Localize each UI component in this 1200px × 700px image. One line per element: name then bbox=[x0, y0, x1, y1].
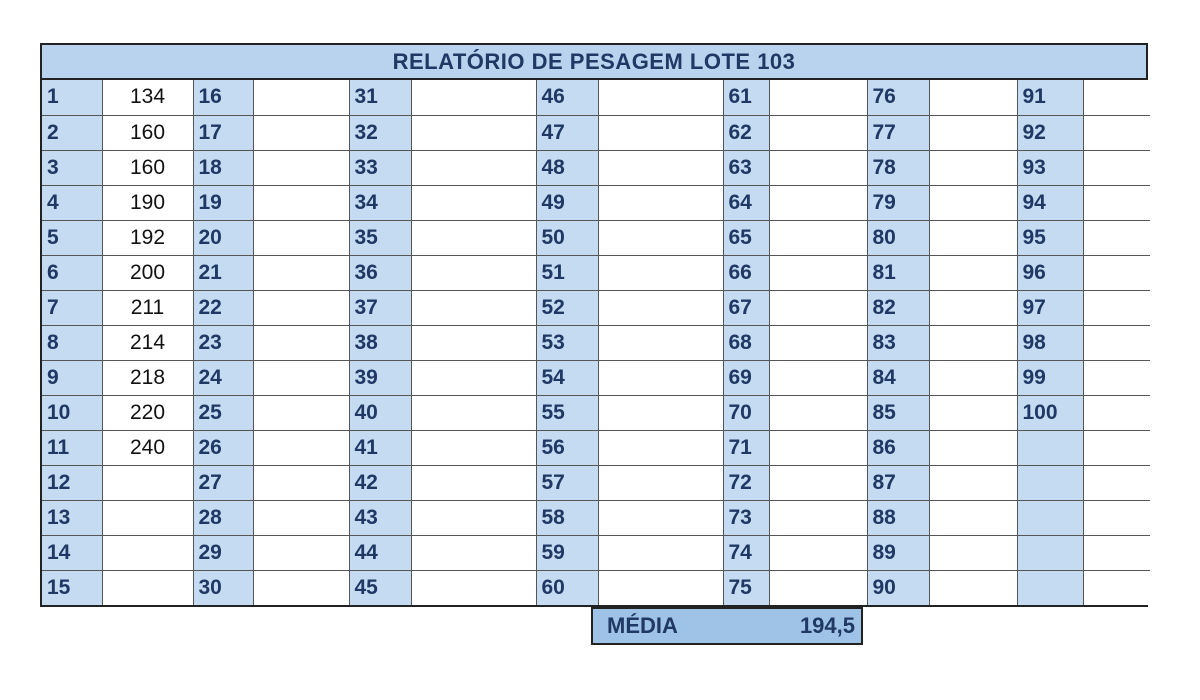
animal-number-cell[interactable]: 49 bbox=[536, 185, 598, 220]
weight-cell[interactable] bbox=[1083, 395, 1150, 430]
weight-cell[interactable] bbox=[598, 535, 723, 570]
weight-cell[interactable] bbox=[929, 150, 1017, 185]
weight-cell[interactable] bbox=[598, 570, 723, 605]
animal-number-cell[interactable]: 24 bbox=[193, 360, 253, 395]
animal-number-cell[interactable]: 79 bbox=[867, 185, 929, 220]
weight-cell[interactable] bbox=[253, 150, 349, 185]
table-row bbox=[42, 220, 1150, 255]
weight-cell[interactable]: 160 bbox=[102, 115, 193, 150]
table-row bbox=[42, 465, 1150, 500]
weight-cell[interactable] bbox=[102, 500, 193, 535]
animal-number-cell[interactable]: 52 bbox=[536, 290, 598, 325]
animal-number-cell[interactable]: 38 bbox=[349, 325, 411, 360]
weight-cell[interactable] bbox=[769, 360, 867, 395]
weight-cell[interactable] bbox=[1083, 535, 1150, 570]
weight-cell[interactable] bbox=[769, 115, 867, 150]
table-row bbox=[42, 325, 1150, 360]
animal-number-cell[interactable]: 56 bbox=[536, 430, 598, 465]
weight-cell[interactable] bbox=[411, 465, 536, 500]
weight-cell[interactable] bbox=[598, 150, 723, 185]
animal-number-cell[interactable]: 3 bbox=[42, 150, 102, 185]
weight-cell[interactable] bbox=[769, 430, 867, 465]
animal-number-cell[interactable]: 75 bbox=[723, 570, 769, 605]
animal-number-cell[interactable]: 20 bbox=[193, 220, 253, 255]
animal-number-cell[interactable]: 96 bbox=[1017, 255, 1083, 290]
animal-number-cell[interactable]: 43 bbox=[349, 500, 411, 535]
animal-number-cell[interactable]: 59 bbox=[536, 535, 598, 570]
weight-cell[interactable] bbox=[411, 570, 536, 605]
animal-number-cell[interactable]: 83 bbox=[867, 325, 929, 360]
weight-cell[interactable] bbox=[253, 325, 349, 360]
animal-number-cell[interactable]: 74 bbox=[723, 535, 769, 570]
animal-number-cell[interactable]: 50 bbox=[536, 220, 598, 255]
weight-cell[interactable] bbox=[411, 395, 536, 430]
weight-cell[interactable] bbox=[598, 80, 723, 115]
weight-cell[interactable] bbox=[769, 500, 867, 535]
animal-number-cell[interactable]: 57 bbox=[536, 465, 598, 500]
weight-cell[interactable] bbox=[929, 430, 1017, 465]
weight-cell[interactable] bbox=[929, 325, 1017, 360]
weight-cell[interactable] bbox=[598, 255, 723, 290]
animal-number-cell[interactable]: 55 bbox=[536, 395, 598, 430]
animal-number-cell[interactable]: 51 bbox=[536, 255, 598, 290]
weight-cell[interactable] bbox=[929, 500, 1017, 535]
animal-number-cell[interactable]: 5 bbox=[42, 220, 102, 255]
weight-cell[interactable] bbox=[929, 465, 1017, 500]
weight-cell[interactable] bbox=[411, 500, 536, 535]
table-row bbox=[42, 80, 1150, 115]
animal-number-cell[interactable]: 23 bbox=[193, 325, 253, 360]
weight-cell[interactable] bbox=[929, 535, 1017, 570]
animal-number-cell[interactable]: 28 bbox=[193, 500, 253, 535]
table-row bbox=[42, 115, 1150, 150]
animal-number-cell[interactable]: 12 bbox=[42, 465, 102, 500]
weight-cell[interactable] bbox=[1083, 255, 1150, 290]
animal-number-cell[interactable]: 53 bbox=[536, 325, 598, 360]
weight-cell[interactable] bbox=[411, 185, 536, 220]
animal-number-cell[interactable]: 47 bbox=[536, 115, 598, 150]
weight-cell[interactable] bbox=[253, 465, 349, 500]
animal-number-cell[interactable]: 90 bbox=[867, 570, 929, 605]
weight-cell[interactable] bbox=[929, 255, 1017, 290]
animal-number-cell[interactable]: 34 bbox=[349, 185, 411, 220]
weight-cell[interactable] bbox=[929, 395, 1017, 430]
weight-cell[interactable] bbox=[769, 220, 867, 255]
animal-number-cell[interactable]: 78 bbox=[867, 150, 929, 185]
animal-number-cell[interactable]: 13 bbox=[42, 500, 102, 535]
animal-number-cell[interactable]: 99 bbox=[1017, 360, 1083, 395]
weight-cell[interactable] bbox=[598, 395, 723, 430]
animal-number-cell[interactable]: 31 bbox=[349, 80, 411, 115]
average-label: MÉDIA bbox=[607, 613, 678, 638]
animal-number-cell[interactable]: 89 bbox=[867, 535, 929, 570]
weight-cell[interactable] bbox=[1083, 115, 1150, 150]
weight-cell[interactable] bbox=[1083, 465, 1150, 500]
animal-number-cell[interactable]: 26 bbox=[193, 430, 253, 465]
weight-cell[interactable] bbox=[1083, 290, 1150, 325]
table-row bbox=[42, 360, 1150, 395]
weight-cell[interactable] bbox=[253, 220, 349, 255]
weight-cell[interactable] bbox=[1083, 185, 1150, 220]
animal-number-cell[interactable]: 45 bbox=[349, 570, 411, 605]
weight-cell[interactable] bbox=[598, 500, 723, 535]
animal-number-cell[interactable]: 18 bbox=[193, 150, 253, 185]
animal-number-cell[interactable]: 8 bbox=[42, 325, 102, 360]
animal-number-cell[interactable]: 80 bbox=[867, 220, 929, 255]
animal-number-cell[interactable]: 85 bbox=[867, 395, 929, 430]
weight-cell[interactable] bbox=[1083, 360, 1150, 395]
weight-cell[interactable] bbox=[253, 570, 349, 605]
weight-cell[interactable] bbox=[411, 325, 536, 360]
animal-number-cell[interactable]: 27 bbox=[193, 465, 253, 500]
weight-cell[interactable] bbox=[411, 430, 536, 465]
animal-number-cell[interactable]: 48 bbox=[536, 150, 598, 185]
report-title: RELATÓRIO DE PESAGEM LOTE 103 bbox=[42, 45, 1146, 80]
weight-cell[interactable] bbox=[253, 535, 349, 570]
animal-number-cell[interactable]: 36 bbox=[349, 255, 411, 290]
table-row bbox=[42, 290, 1150, 325]
animal-number-cell[interactable]: 14 bbox=[42, 535, 102, 570]
weight-cell[interactable]: 211 bbox=[102, 290, 193, 325]
animal-number-cell[interactable]: 29 bbox=[193, 535, 253, 570]
weight-cell[interactable] bbox=[769, 150, 867, 185]
animal-number-cell[interactable]: 1 bbox=[42, 80, 102, 115]
animal-number-cell[interactable]: 32 bbox=[349, 115, 411, 150]
animal-number-cell[interactable]: 41 bbox=[349, 430, 411, 465]
animal-number-cell[interactable]: 25 bbox=[193, 395, 253, 430]
weight-cell[interactable] bbox=[598, 220, 723, 255]
animal-number-cell[interactable]: 9 bbox=[42, 360, 102, 395]
weight-cell[interactable] bbox=[929, 290, 1017, 325]
animal-number-cell[interactable]: 71 bbox=[723, 430, 769, 465]
animal-number-cell[interactable]: 7 bbox=[42, 290, 102, 325]
animal-number-cell[interactable]: 77 bbox=[867, 115, 929, 150]
animal-number-cell[interactable] bbox=[1017, 465, 1083, 500]
weight-cell[interactable] bbox=[253, 430, 349, 465]
animal-number-cell[interactable]: 58 bbox=[536, 500, 598, 535]
weight-cell[interactable] bbox=[598, 290, 723, 325]
weight-cell[interactable] bbox=[411, 80, 536, 115]
weight-cell[interactable]: 192 bbox=[102, 220, 193, 255]
animal-number-cell[interactable]: 69 bbox=[723, 360, 769, 395]
weight-cell[interactable]: 160 bbox=[102, 150, 193, 185]
weight-cell[interactable] bbox=[929, 185, 1017, 220]
weight-cell[interactable] bbox=[598, 430, 723, 465]
weight-cell[interactable] bbox=[102, 535, 193, 570]
weight-cell[interactable] bbox=[411, 535, 536, 570]
weight-cell[interactable]: 200 bbox=[102, 255, 193, 290]
animal-number-cell[interactable]: 88 bbox=[867, 500, 929, 535]
animal-number-cell[interactable]: 17 bbox=[193, 115, 253, 150]
weight-cell[interactable] bbox=[411, 220, 536, 255]
animal-number-cell[interactable]: 54 bbox=[536, 360, 598, 395]
animal-number-cell[interactable]: 94 bbox=[1017, 185, 1083, 220]
table-row bbox=[42, 185, 1150, 220]
weight-cell[interactable] bbox=[1083, 220, 1150, 255]
animal-number-cell[interactable]: 35 bbox=[349, 220, 411, 255]
animal-number-cell[interactable] bbox=[1017, 535, 1083, 570]
animal-number-cell[interactable]: 11 bbox=[42, 430, 102, 465]
weight-cell[interactable] bbox=[769, 465, 867, 500]
animal-number-cell[interactable]: 82 bbox=[867, 290, 929, 325]
weight-cell[interactable] bbox=[598, 325, 723, 360]
weight-cell[interactable] bbox=[929, 115, 1017, 150]
weight-cell[interactable] bbox=[929, 80, 1017, 115]
animal-number-cell[interactable]: 97 bbox=[1017, 290, 1083, 325]
animal-number-cell[interactable]: 37 bbox=[349, 290, 411, 325]
weight-cell[interactable] bbox=[411, 115, 536, 150]
animal-number-cell[interactable]: 22 bbox=[193, 290, 253, 325]
animal-number-cell[interactable]: 33 bbox=[349, 150, 411, 185]
animal-number-cell[interactable]: 72 bbox=[723, 465, 769, 500]
weight-cell[interactable] bbox=[253, 500, 349, 535]
animal-number-cell[interactable]: 15 bbox=[42, 570, 102, 605]
table-row bbox=[42, 395, 1150, 430]
animal-number-cell[interactable]: 70 bbox=[723, 395, 769, 430]
animal-number-cell[interactable]: 66 bbox=[723, 255, 769, 290]
animal-number-cell[interactable]: 16 bbox=[193, 80, 253, 115]
animal-number-cell[interactable]: 67 bbox=[723, 290, 769, 325]
weight-cell[interactable] bbox=[598, 465, 723, 500]
table-row bbox=[42, 430, 1150, 465]
weight-cell[interactable] bbox=[929, 360, 1017, 395]
weight-cell[interactable]: 190 bbox=[102, 185, 193, 220]
animal-number-cell[interactable]: 87 bbox=[867, 465, 929, 500]
weight-cell[interactable] bbox=[1083, 430, 1150, 465]
average-value: 194,5 bbox=[799, 613, 855, 638]
weight-cell[interactable] bbox=[253, 290, 349, 325]
animal-number-cell[interactable]: 21 bbox=[193, 255, 253, 290]
animal-number-cell[interactable]: 98 bbox=[1017, 325, 1083, 360]
weight-cell[interactable] bbox=[769, 185, 867, 220]
table-row bbox=[42, 150, 1150, 185]
weight-cell[interactable] bbox=[1083, 80, 1150, 115]
animal-number-cell[interactable]: 91 bbox=[1017, 80, 1083, 115]
weight-cell[interactable] bbox=[411, 360, 536, 395]
weight-cell[interactable]: 240 bbox=[102, 430, 193, 465]
animal-number-cell[interactable]: 2 bbox=[42, 115, 102, 150]
animal-number-cell[interactable] bbox=[1017, 570, 1083, 605]
animal-number-cell[interactable]: 93 bbox=[1017, 150, 1083, 185]
weight-cell[interactable] bbox=[769, 325, 867, 360]
animal-number-cell[interactable]: 65 bbox=[723, 220, 769, 255]
weight-cell[interactable] bbox=[598, 115, 723, 150]
weight-cell[interactable] bbox=[253, 115, 349, 150]
weight-cell[interactable] bbox=[598, 360, 723, 395]
weight-cell[interactable] bbox=[102, 465, 193, 500]
animal-number-cell[interactable]: 39 bbox=[349, 360, 411, 395]
animal-number-cell[interactable]: 19 bbox=[193, 185, 253, 220]
weight-cell[interactable] bbox=[102, 570, 193, 605]
weighing-report-table bbox=[40, 43, 1148, 607]
weight-cell[interactable] bbox=[769, 535, 867, 570]
animal-number-cell[interactable]: 100 bbox=[1017, 395, 1083, 430]
weight-cell[interactable] bbox=[1083, 150, 1150, 185]
weight-cell[interactable] bbox=[411, 150, 536, 185]
animal-number-cell[interactable]: 84 bbox=[867, 360, 929, 395]
animal-number-cell[interactable]: 95 bbox=[1017, 220, 1083, 255]
weight-cell[interactable] bbox=[253, 360, 349, 395]
table-row bbox=[42, 500, 1150, 535]
weight-cell[interactable] bbox=[769, 255, 867, 290]
weight-cell[interactable] bbox=[411, 255, 536, 290]
animal-number-cell[interactable]: 46 bbox=[536, 80, 598, 115]
table-row bbox=[42, 535, 1150, 570]
animal-number-cell[interactable]: 86 bbox=[867, 430, 929, 465]
weight-cell[interactable]: 214 bbox=[102, 325, 193, 360]
weights-grid bbox=[42, 80, 1150, 605]
animal-number-cell[interactable]: 64 bbox=[723, 185, 769, 220]
average-box bbox=[591, 607, 863, 645]
animal-number-cell[interactable]: 81 bbox=[867, 255, 929, 290]
animal-number-cell[interactable]: 73 bbox=[723, 500, 769, 535]
weight-cell[interactable] bbox=[253, 80, 349, 115]
weight-cell[interactable] bbox=[1083, 570, 1150, 605]
weight-cell[interactable]: 134 bbox=[102, 80, 193, 115]
weight-cell[interactable] bbox=[769, 570, 867, 605]
weight-cell[interactable]: 220 bbox=[102, 395, 193, 430]
weight-cell[interactable] bbox=[769, 395, 867, 430]
animal-number-cell[interactable]: 6 bbox=[42, 255, 102, 290]
animal-number-cell[interactable]: 40 bbox=[349, 395, 411, 430]
animal-number-cell[interactable]: 62 bbox=[723, 115, 769, 150]
weight-cell[interactable] bbox=[929, 220, 1017, 255]
table-row bbox=[42, 570, 1150, 605]
weight-cell[interactable] bbox=[598, 185, 723, 220]
animal-number-cell[interactable]: 60 bbox=[536, 570, 598, 605]
weight-cell[interactable] bbox=[253, 255, 349, 290]
animal-number-cell[interactable]: 30 bbox=[193, 570, 253, 605]
animal-number-cell[interactable]: 68 bbox=[723, 325, 769, 360]
weight-cell[interactable] bbox=[929, 570, 1017, 605]
weight-cell[interactable] bbox=[769, 80, 867, 115]
animal-number-cell[interactable]: 44 bbox=[349, 535, 411, 570]
animal-number-cell[interactable]: 10 bbox=[42, 395, 102, 430]
weight-cell[interactable] bbox=[253, 395, 349, 430]
animal-number-cell[interactable] bbox=[1017, 500, 1083, 535]
animal-number-cell[interactable]: 42 bbox=[349, 465, 411, 500]
animal-number-cell[interactable]: 63 bbox=[723, 150, 769, 185]
weight-cell[interactable]: 218 bbox=[102, 360, 193, 395]
weight-cell[interactable] bbox=[253, 185, 349, 220]
weight-cell[interactable] bbox=[411, 290, 536, 325]
table-row bbox=[42, 255, 1150, 290]
weight-cell[interactable] bbox=[769, 290, 867, 325]
weight-cell[interactable] bbox=[1083, 500, 1150, 535]
animal-number-cell[interactable]: 4 bbox=[42, 185, 102, 220]
animal-number-cell[interactable]: 61 bbox=[723, 80, 769, 115]
animal-number-cell[interactable] bbox=[1017, 430, 1083, 465]
animal-number-cell[interactable]: 92 bbox=[1017, 115, 1083, 150]
animal-number-cell[interactable]: 76 bbox=[867, 80, 929, 115]
weight-cell[interactable] bbox=[1083, 325, 1150, 360]
